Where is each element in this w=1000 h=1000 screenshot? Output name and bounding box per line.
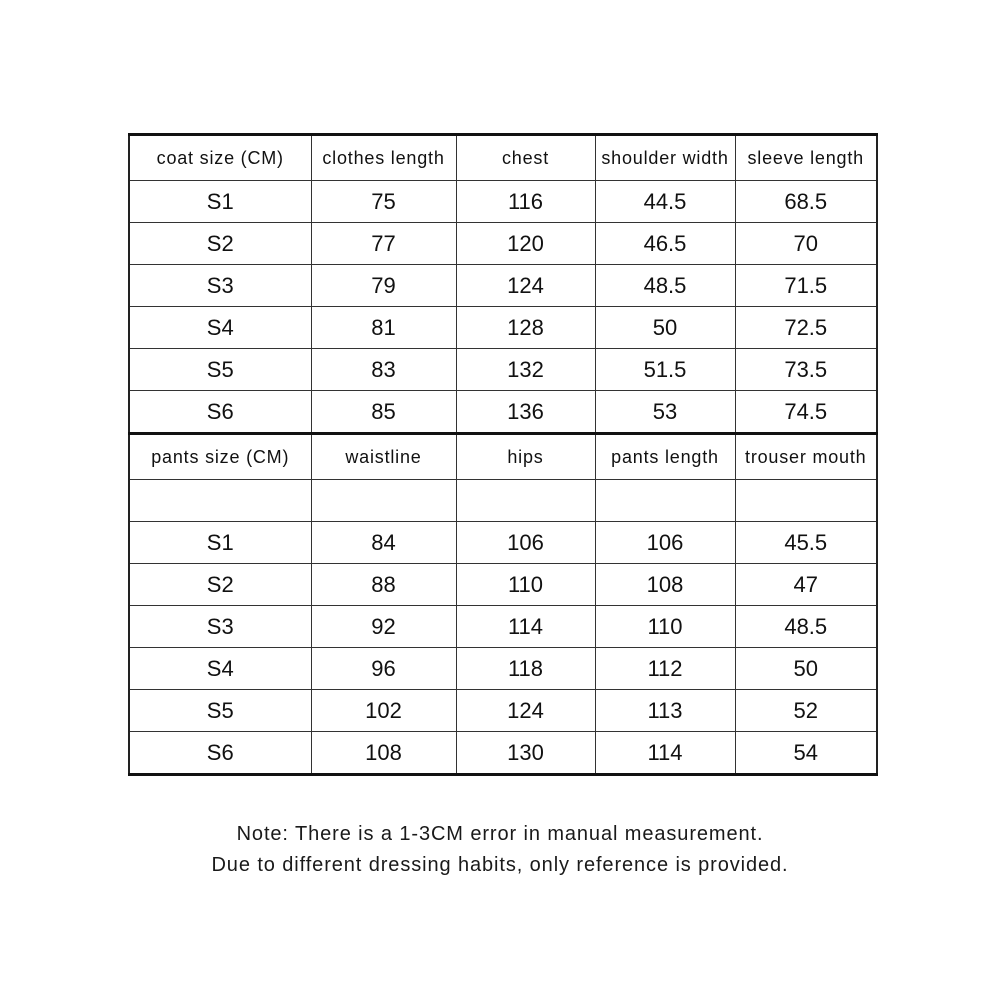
coat-cell: 77 [311, 223, 456, 265]
coat-cell: 116 [456, 181, 595, 223]
pants-cell: S4 [129, 648, 311, 690]
coat-cell: S5 [129, 349, 311, 391]
coat-cell: 81 [311, 307, 456, 349]
coat-cell: 132 [456, 349, 595, 391]
pants-cell: 88 [311, 564, 456, 606]
pants-cell: 113 [595, 690, 735, 732]
coat-cell: 79 [311, 265, 456, 307]
pants-cell: 102 [311, 690, 456, 732]
pants-header-waistline: waistline [311, 434, 456, 480]
pants-cell: 112 [595, 648, 735, 690]
pants-row [129, 606, 877, 648]
size-chart-table [128, 133, 878, 776]
pants-cell: 118 [456, 648, 595, 690]
pants-cell: 52 [735, 690, 877, 732]
coat-row [129, 391, 877, 434]
coat-header-sleeve-length: sleeve length [735, 135, 877, 181]
pants-row [129, 522, 877, 564]
coat-cell: 44.5 [595, 181, 735, 223]
coat-cell: 51.5 [595, 349, 735, 391]
pants-cell: S1 [129, 522, 311, 564]
coat-row [129, 265, 877, 307]
pants-header-pants-length: pants length [595, 434, 735, 480]
coat-cell: 46.5 [595, 223, 735, 265]
coat-cell: 68.5 [735, 181, 877, 223]
pants-cell: 114 [595, 732, 735, 775]
pants-header-hips: hips [456, 434, 595, 480]
coat-cell: 128 [456, 307, 595, 349]
pants-cell: 45.5 [735, 522, 877, 564]
coat-cell: S3 [129, 265, 311, 307]
pants-cell: S6 [129, 732, 311, 775]
blank-cell [456, 480, 595, 522]
pants-row [129, 648, 877, 690]
pants-row [129, 732, 877, 775]
coat-cell: 73.5 [735, 349, 877, 391]
pants-cell: 54 [735, 732, 877, 775]
reference-note: Due to different dressing habits, only reference is provided. [211, 854, 789, 876]
pants-cell: 106 [595, 522, 735, 564]
coat-cell: 72.5 [735, 307, 877, 349]
pants-cell: 110 [595, 606, 735, 648]
pants-cell: 96 [311, 648, 456, 690]
coat-row [129, 181, 877, 223]
measurement-note: Note: There is a 1-3CM error in manual measurement. [236, 823, 764, 845]
pants-cell: 84 [311, 522, 456, 564]
coat-cell: 48.5 [595, 265, 735, 307]
coat-cell: 83 [311, 349, 456, 391]
pants-cell: S2 [129, 564, 311, 606]
blank-cell [311, 480, 456, 522]
coat-cell: 124 [456, 265, 595, 307]
coat-cell: S4 [129, 307, 311, 349]
pants-row [129, 564, 877, 606]
blank-cell [129, 480, 311, 522]
pants-cell: 92 [311, 606, 456, 648]
coat-cell: 71.5 [735, 265, 877, 307]
coat-header-chest: chest [456, 135, 595, 181]
pants-cell: 124 [456, 690, 595, 732]
coat-cell: 50 [595, 307, 735, 349]
pants-cell: 50 [735, 648, 877, 690]
coat-cell: S6 [129, 391, 311, 434]
pants-row [129, 690, 877, 732]
coat-cell: S1 [129, 181, 311, 223]
coat-row [129, 307, 877, 349]
pants-blank-row [129, 480, 877, 522]
pants-cell: 110 [456, 564, 595, 606]
pants-cell: S5 [129, 690, 311, 732]
pants-cell: 108 [311, 732, 456, 775]
coat-header-shoulder-width: shoulder width [595, 135, 735, 181]
coat-row [129, 349, 877, 391]
coat-cell: S2 [129, 223, 311, 265]
pants-header-size: pants size (CM) [129, 434, 311, 480]
coat-cell: 136 [456, 391, 595, 434]
pants-cell: 106 [456, 522, 595, 564]
pants-cell: 130 [456, 732, 595, 775]
pants-cell: 108 [595, 564, 735, 606]
pants-cell: S3 [129, 606, 311, 648]
coat-cell: 53 [595, 391, 735, 434]
coat-header-row [129, 135, 877, 181]
pants-cell: 48.5 [735, 606, 877, 648]
pants-cell: 47 [735, 564, 877, 606]
pants-cell: 114 [456, 606, 595, 648]
coat-cell: 120 [456, 223, 595, 265]
coat-cell: 75 [311, 181, 456, 223]
coat-header-size: coat size (CM) [129, 135, 311, 181]
pants-header-row [129, 434, 877, 480]
coat-cell: 85 [311, 391, 456, 434]
coat-cell: 70 [735, 223, 877, 265]
pants-header-trouser-mouth: trouser mouth [735, 434, 877, 480]
coat-header-clothes-length: clothes length [311, 135, 456, 181]
coat-cell: 74.5 [735, 391, 877, 434]
coat-row [129, 223, 877, 265]
blank-cell [735, 480, 877, 522]
blank-cell [595, 480, 735, 522]
